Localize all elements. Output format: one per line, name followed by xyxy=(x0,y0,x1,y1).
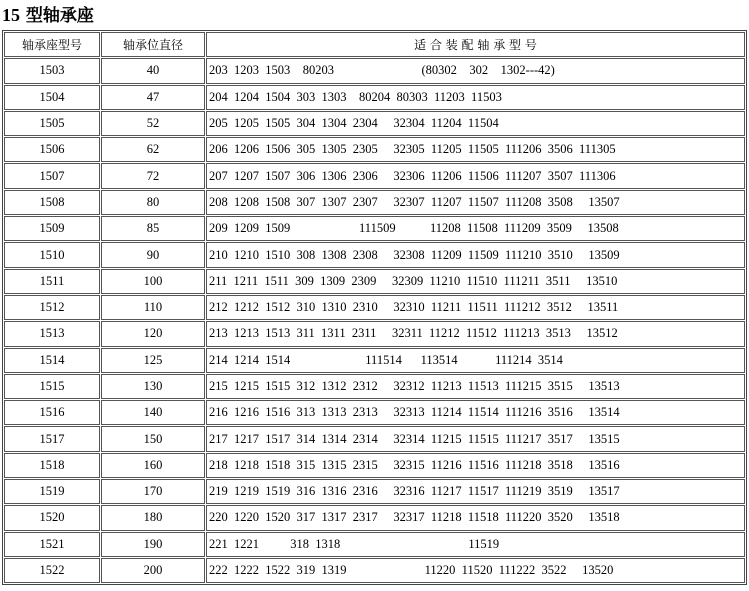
compatible-bearings-cell: 210 1210 1510 308 1308 2308 32308 11209 11509 111210 3510 13509 xyxy=(206,242,745,267)
table-row xyxy=(4,479,745,504)
bearing-diameter-cell: 85 xyxy=(101,216,205,241)
housing-model-cell: 1513 xyxy=(4,321,100,346)
housing-model-cell: 1517 xyxy=(4,426,100,451)
compatible-bearings-cell: 216 1216 1516 313 1313 2313 32313 11214 11514 111216 3516 13514 xyxy=(206,400,745,425)
housing-model-cell: 1507 xyxy=(4,163,100,188)
compatible-bearings-cell: 209 1209 1509 111509 11208 11508 111209 3509 13508 xyxy=(206,216,745,241)
table-row xyxy=(4,426,745,451)
bearing-diameter-cell: 125 xyxy=(101,348,205,373)
table-row xyxy=(4,532,745,557)
table-row xyxy=(4,137,745,162)
bearing-diameter-cell: 62 xyxy=(101,137,205,162)
compatible-bearings-cell: 203 1203 1503 80203 (80302 302 1302---42) xyxy=(206,58,745,83)
table-row xyxy=(4,558,745,583)
table-row xyxy=(4,453,745,478)
table-header-row xyxy=(4,32,745,57)
bearing-diameter-cell: 72 xyxy=(101,163,205,188)
housing-model-cell: 1505 xyxy=(4,111,100,136)
bearing-diameter-cell: 100 xyxy=(101,269,205,294)
compatible-bearings-cell: 218 1218 1518 315 1315 2315 32315 11216 11516 111218 3518 13516 xyxy=(206,453,745,478)
table-row xyxy=(4,505,745,530)
bearing-diameter-cell: 40 xyxy=(101,58,205,83)
housing-model-cell: 1518 xyxy=(4,453,100,478)
housing-model-cell: 1514 xyxy=(4,348,100,373)
housing-model-cell: 1503 xyxy=(4,58,100,83)
housing-model-cell: 1512 xyxy=(4,295,100,320)
table-row xyxy=(4,163,745,188)
bearing-diameter-cell: 110 xyxy=(101,295,205,320)
bearing-diameter-cell: 170 xyxy=(101,479,205,504)
compatible-bearings-cell: 205 1205 1505 304 1304 2304 32304 11204 11504 xyxy=(206,111,745,136)
bearing-diameter-cell: 190 xyxy=(101,532,205,557)
table-row xyxy=(4,85,745,110)
bearing-diameter-cell: 47 xyxy=(101,85,205,110)
bearing-diameter-cell: 160 xyxy=(101,453,205,478)
bearing-diameter-cell: 150 xyxy=(101,426,205,451)
compatible-bearings-cell: 219 1219 1519 316 1316 2316 32316 11217 11517 111219 3519 13517 xyxy=(206,479,745,504)
table-row xyxy=(4,321,745,346)
compatible-bearings-cell: 212 1212 1512 310 1310 2310 32310 11211 11511 111212 3512 13511 xyxy=(206,295,745,320)
housing-model-cell: 1506 xyxy=(4,137,100,162)
bearing-diameter-cell: 90 xyxy=(101,242,205,267)
table-row xyxy=(4,216,745,241)
table-row xyxy=(4,242,745,267)
compatible-bearings-cell: 206 1206 1506 305 1305 2305 32305 11205 11505 111206 3506 111305 xyxy=(206,137,745,162)
compatible-bearings-cell: 204 1204 1504 303 1303 80204 80303 11203 11503 xyxy=(206,85,745,110)
compatible-bearings-cell: 213 1213 1513 311 1311 2311 32311 11212 11512 111213 3513 13512 xyxy=(206,321,745,346)
header-compatible-bearings: 适 合 装 配 轴 承 型 号 xyxy=(206,32,745,57)
compatible-bearings-cell: 207 1207 1507 306 1306 2306 32306 11206 11506 111207 3507 111306 xyxy=(206,163,745,188)
housing-model-cell: 1508 xyxy=(4,190,100,215)
housing-model-cell: 1515 xyxy=(4,374,100,399)
housing-model-cell: 1520 xyxy=(4,505,100,530)
bearing-diameter-cell: 120 xyxy=(101,321,205,346)
housing-model-cell: 1516 xyxy=(4,400,100,425)
bearing-diameter-cell: 80 xyxy=(101,190,205,215)
compatible-bearings-cell: 217 1217 1517 314 1314 2314 32314 11215 11515 111217 3517 13515 xyxy=(206,426,745,451)
table-row xyxy=(4,400,745,425)
housing-model-cell: 1511 xyxy=(4,269,100,294)
table-row xyxy=(4,295,745,320)
table-body xyxy=(4,32,745,583)
bearing-diameter-cell: 140 xyxy=(101,400,205,425)
housing-model-cell: 1510 xyxy=(4,242,100,267)
header-housing-model: 轴承座型号 xyxy=(4,32,100,57)
compatible-bearings-cell: 215 1215 1515 312 1312 2312 32312 11213 11513 111215 3515 13513 xyxy=(206,374,745,399)
housing-model-cell: 1521 xyxy=(4,532,100,557)
bearing-diameter-cell: 130 xyxy=(101,374,205,399)
compatible-bearings-cell: 221 1221 318 1318 11519 xyxy=(206,532,745,557)
table-row xyxy=(4,374,745,399)
compatible-bearings-cell: 220 1220 1520 317 1317 2317 32317 11218 11518 111220 3520 13518 xyxy=(206,505,745,530)
bearing-diameter-cell: 52 xyxy=(101,111,205,136)
compatible-bearings-cell: 208 1208 1508 307 1307 2307 32307 11207 11507 111208 3508 13507 xyxy=(206,190,745,215)
compatible-bearings-cell: 211 1211 1511 309 1309 2309 32309 11210 11510 111211 3511 13510 xyxy=(206,269,745,294)
housing-model-cell: 1509 xyxy=(4,216,100,241)
housing-model-cell: 1504 xyxy=(4,85,100,110)
title-text: 型轴承座 xyxy=(25,6,94,26)
table-row xyxy=(4,190,745,215)
compatible-bearings-cell: 214 1214 1514 111514 113514 111214 3514 xyxy=(206,348,745,373)
header-bearing-diameter: 轴承位直径 xyxy=(101,32,205,57)
table-row xyxy=(4,269,745,294)
title-number: 15 xyxy=(2,5,20,25)
table-row xyxy=(4,348,745,373)
table-row xyxy=(4,111,745,136)
housing-model-cell: 1522 xyxy=(4,558,100,583)
page-title xyxy=(2,4,94,26)
bearing-diameter-cell: 200 xyxy=(101,558,205,583)
compatible-bearings-cell: 222 1222 1522 319 1319 11220 11520 111222 3522 13520 xyxy=(206,558,745,583)
bearing-diameter-cell: 180 xyxy=(101,505,205,530)
housing-model-cell: 1519 xyxy=(4,479,100,504)
bearing-housing-table xyxy=(2,30,747,585)
table-row xyxy=(4,58,745,83)
